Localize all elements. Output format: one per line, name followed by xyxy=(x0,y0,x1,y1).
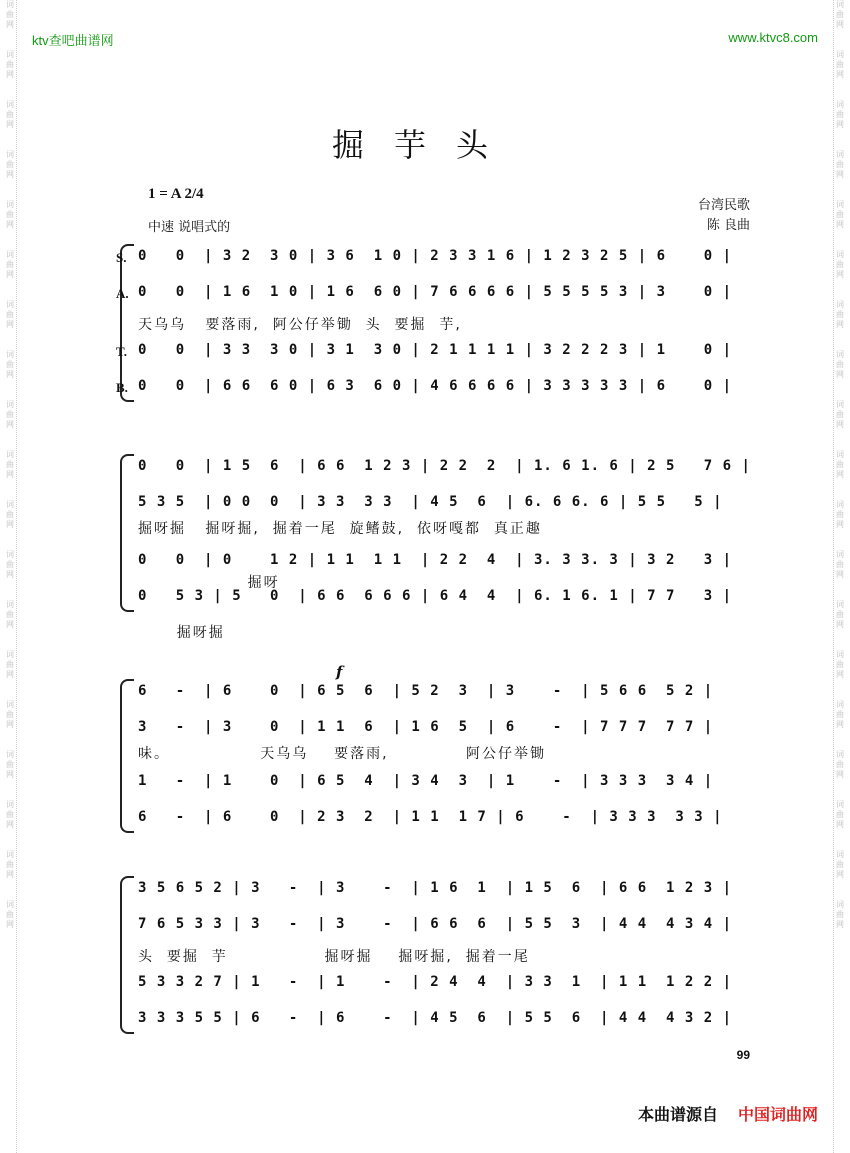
song-title: 掘芋头 xyxy=(331,126,518,164)
system-brace xyxy=(120,679,134,833)
score-system-1 xyxy=(116,248,755,402)
voice-label: S. xyxy=(116,250,127,265)
system-brace xyxy=(120,454,134,612)
lyric-line: 掘呀掘 xyxy=(138,625,225,641)
score-system-3 xyxy=(120,663,755,833)
system-brace xyxy=(120,244,134,402)
song-origin: 台湾民歌 xyxy=(697,198,750,213)
lyric-line: 掘呀 xyxy=(138,575,280,591)
composer: 陈 良曲 xyxy=(706,218,750,233)
notation-row: 1 - | 1 0 | 6 5 4 | 3 4 3 | 1 - | 3 3 3 3 4 | xyxy=(138,773,714,789)
notation-row: 6 - | 6 0 | 6 5 6 | 5 2 3 | 3 - | 5 6 6 5 2 | xyxy=(138,683,714,699)
voice-label: B. xyxy=(116,380,128,395)
footer-label: 本曲谱源自 xyxy=(637,1105,718,1124)
system-brace xyxy=(120,876,134,1034)
notation-row: 0 0 | 3 2 3 0 | 3 6 1 0 | 2 3 3 1 6 | 1 2 3 2 5 | 6 0 | xyxy=(138,248,733,264)
voice-label: T. xyxy=(116,344,127,359)
left-watermark-strip: 词 曲 网 词 曲 网 词 曲 网 词 曲 网 词 曲 网 词 曲 网 词 曲 网 词 曲 网 词 曲 网 词 曲 网 词 曲 网 词 曲 网 词 曲 网 词 曲 网 词 曲 网 词 曲 网 词 曲 网 词 曲 网 词 曲 网 xyxy=(4,0,17,1153)
notation-row: 0 5 3 | 5 0 | 6 6 6 6 6 | 6 4 4 | 6. 1 6. 1 | 7 7 3 | xyxy=(138,588,733,604)
voice-label: A. xyxy=(116,286,129,301)
notation-row: 3 - | 3 0 | 1 1 6 | 1 6 5 | 6 - | 7 7 7 7 7 | xyxy=(138,719,714,735)
site-name-left[interactable]: ktv查吧曲谱网 xyxy=(32,33,114,48)
lyric-line: 味。 天乌乌 要落雨, 阿公仔举锄 xyxy=(138,746,546,762)
score-system-2 xyxy=(120,458,755,641)
lyric-line: 头 要掘 芋 掘呀掘 掘呀掘, 掘着一尾 xyxy=(138,949,530,965)
notation-row: 5 3 3 2 7 | 1 - | 1 - | 2 4 4 | 3 3 1 | 1 1 1 2 2 | xyxy=(138,974,733,990)
score-system-4 xyxy=(120,880,755,1034)
notation-row: 0 0 | 6 6 6 0 | 6 3 6 0 | 4 6 6 6 6 | 3 3 3 3 3 | 6 0 | xyxy=(138,378,733,394)
notation-row: 3 3 3 5 5 | 6 - | 6 - | 4 5 6 | 5 5 6 | 4 4 4 3 2 | xyxy=(138,1010,733,1026)
site-url-right[interactable]: www.ktvc8.com xyxy=(728,30,818,45)
dynamic-marking: f xyxy=(336,663,343,681)
footer-site[interactable]: 中国词曲网 xyxy=(737,1105,818,1124)
notation-row: 7 6 5 3 3 | 3 - | 3 - | 6 6 6 | 5 5 3 | 4 4 4 3 4 | xyxy=(138,916,733,932)
footer-source[interactable] xyxy=(638,1102,818,1125)
right-watermark-strip: 词 曲 网 词 曲 网 词 曲 网 词 曲 网 词 曲 网 词 曲 网 词 曲 网 词 曲 网 词 曲 网 词 曲 网 词 曲 网 词 曲 网 词 曲 网 词 曲 网 词 曲 网 词 曲 网 词 曲 网 词 曲 网 词 曲 网 xyxy=(833,0,846,1153)
lyric-line: 掘呀掘 掘呀掘, 掘着一尾 旋鳍鼓, 依呀嘎都 真正趣 xyxy=(138,521,542,537)
notation-row: 5 3 5 | 0 0 0 | 3 3 3 3 | 4 5 6 | 6. 6 6. 6 | 5 5 5 | xyxy=(138,494,723,510)
tempo-marking: 中速 说唱式的 xyxy=(148,220,231,235)
lyric-line: 天乌乌 要落雨, 阿公仔举锄 头 要掘 芋, xyxy=(138,317,462,333)
notation-row: 0 0 | 3 3 3 0 | 3 1 3 0 | 2 1 1 1 1 | 3 2 2 2 3 | 1 0 | xyxy=(138,342,733,358)
notation-row: 0 0 | 0 1 2 | 1 1 1 1 | 2 2 4 | 3. 3 3. 3 | 3 2 3 | xyxy=(138,552,733,568)
notation-row: 0 0 | 1 6 1 0 | 1 6 6 0 | 7 6 6 6 6 | 5 5 5 5 3 | 3 0 | xyxy=(138,284,733,300)
key-signature: 1 = A 2/4 xyxy=(148,186,204,202)
notation-row: 0 0 | 1 5 6 | 6 6 1 2 3 | 2 2 2 | 1. 6 1. 6 | 2 5 7 6 | xyxy=(138,458,751,474)
notation-row: 3 5 6 5 2 | 3 - | 3 - | 1 6 1 | 1 5 6 | 6 6 1 2 3 | xyxy=(138,880,733,896)
notation-row: 6 - | 6 0 | 2 3 2 | 1 1 1 7 | 6 - | 3 3 3 3 3 | xyxy=(138,809,723,825)
page-number: 99 xyxy=(736,1048,750,1062)
